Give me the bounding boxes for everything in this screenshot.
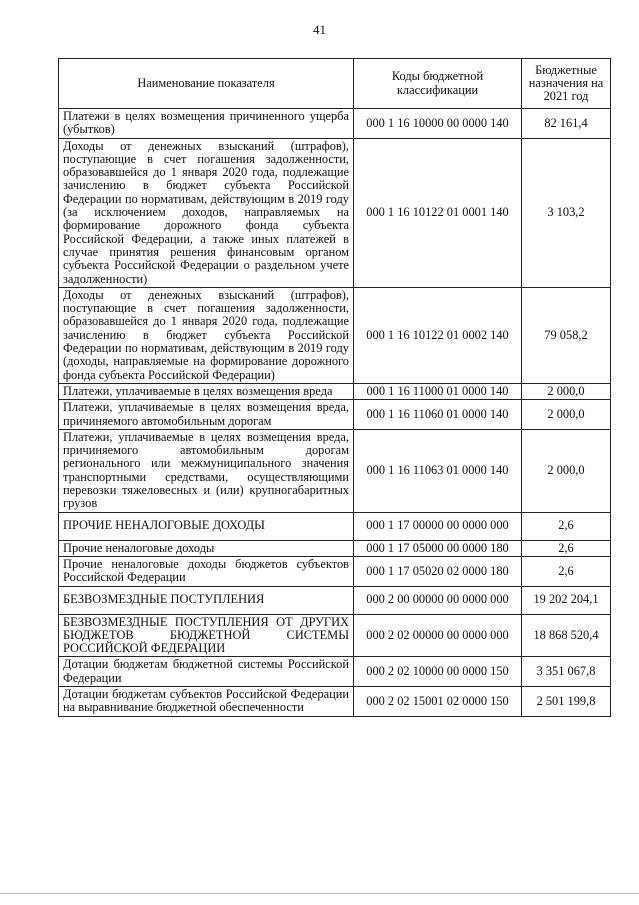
table-row xyxy=(59,512,611,540)
row-code: 000 2 02 15001 02 0000 150 xyxy=(354,686,522,716)
row-name: Доходы от денежных взысканий (штрафов), поступающие в счет погашения задолженности, образовавшейся до 1 января 2020 года, подлежащие зачислению в бюджет субъекта Российской Федерации по нормативам, действующим в 2019 году (за исключением доходов, направляемых на формирование дорожного фонда субъекта Российской Федерации, а также иных платежей в случае принятия решения финансовым органом субъекта Российской Федерации о раздельном учете задолженности) xyxy=(59,138,354,287)
row-code: 000 1 16 11060 01 0000 140 xyxy=(354,400,522,430)
row-amount: 2 501 199,8 xyxy=(522,686,611,716)
row-name: Платежи в целях возмещения причиненного ущерба (убытков) xyxy=(59,109,354,139)
table-row xyxy=(59,686,611,716)
row-code: 000 1 16 10000 00 0000 140 xyxy=(354,109,522,139)
row-amount: 3 351 067,8 xyxy=(522,657,611,687)
row-name: Доходы от денежных взысканий (штрафов), поступающие в счет погашения задолженности, образовавшейся до 1 января 2020 года, подлежащие зачислению в бюджет субъекта Российской Федерации по нормативам, действующим в 2019 году (доходы, направляемые на формирование дорожного фонда субъекта Российской Федерации) xyxy=(59,287,354,383)
table-row xyxy=(59,287,611,383)
row-amount: 18 868 520,4 xyxy=(522,614,611,657)
row-code: 000 1 16 10122 01 0001 140 xyxy=(354,138,522,287)
header-name: Наименование показателя xyxy=(59,59,354,109)
row-amount: 79 058,2 xyxy=(522,287,611,383)
row-amount: 2 000,0 xyxy=(522,383,611,399)
table-row xyxy=(59,614,611,657)
table-row xyxy=(59,657,611,687)
table-row xyxy=(59,109,611,139)
table-row xyxy=(59,138,611,287)
table-row xyxy=(59,540,611,556)
row-amount: 2,6 xyxy=(522,512,611,540)
row-amount: 2,6 xyxy=(522,540,611,556)
table-header-row xyxy=(59,59,611,109)
row-name: Платежи, уплачиваемые в целях возмещения вреда xyxy=(59,383,354,399)
page-bottom-rule xyxy=(0,893,639,894)
row-code: 000 1 17 05020 02 0000 180 xyxy=(354,556,522,586)
table-body xyxy=(59,109,611,717)
row-amount: 2 000,0 xyxy=(522,400,611,430)
row-code: 000 1 16 11063 01 0000 140 xyxy=(354,429,522,512)
budget-table xyxy=(58,58,611,717)
row-amount: 2,6 xyxy=(522,556,611,586)
row-code: 000 2 00 00000 00 0000 000 xyxy=(354,586,522,614)
table-row xyxy=(59,429,611,512)
table-row xyxy=(59,400,611,430)
row-amount: 3 103,2 xyxy=(522,138,611,287)
row-name: Дотации бюджетам бюджетной системы Российской Федерации xyxy=(59,657,354,687)
row-name: Платежи, уплачиваемые в целях возмещения вреда, причиняемого автомобильным дорогам регионального или межмуниципального значения транспортными средствами, осуществляющими перевозки тяжеловесных и (или) крупногабаритных грузов xyxy=(59,429,354,512)
row-code: 000 1 17 00000 00 0000 000 xyxy=(354,512,522,540)
row-code: 000 1 17 05000 00 0000 180 xyxy=(354,540,522,556)
row-amount: 2 000,0 xyxy=(522,429,611,512)
header-code: Коды бюджетной классификации xyxy=(354,59,522,109)
table-row xyxy=(59,586,611,614)
header-amount: Бюджетные назначения на 2021 год xyxy=(522,59,611,109)
row-amount: 82 161,4 xyxy=(522,109,611,139)
row-code: 000 1 16 11000 01 0000 140 xyxy=(354,383,522,399)
row-code: 000 2 02 00000 00 0000 000 xyxy=(354,614,522,657)
row-name: Прочие неналоговые доходы xyxy=(59,540,354,556)
row-code: 000 1 16 10122 01 0002 140 xyxy=(354,287,522,383)
row-code: 000 2 02 10000 00 0000 150 xyxy=(354,657,522,687)
row-name: Дотации бюджетам субъектов Российской Федерации на выравнивание бюджетной обеспеченности xyxy=(59,686,354,716)
row-name: БЕЗВОЗМЕЗДНЫЕ ПОСТУПЛЕНИЯ ОТ ДРУГИХ БЮДЖЕТОВ БЮДЖЕТНОЙ СИСТЕМЫ РОССИЙСКОЙ ФЕДЕРАЦИИ xyxy=(59,614,354,657)
row-name: БЕЗВОЗМЕЗДНЫЕ ПОСТУПЛЕНИЯ xyxy=(59,586,354,614)
row-amount: 19 202 204,1 xyxy=(522,586,611,614)
page-number: 41 xyxy=(313,22,326,37)
table-row xyxy=(59,556,611,586)
row-name: Прочие неналоговые доходы бюджетов субъектов Российской Федерации xyxy=(59,556,354,586)
row-name: ПРОЧИЕ НЕНАЛОГОВЫЕ ДОХОДЫ xyxy=(59,512,354,540)
table-row xyxy=(59,383,611,399)
row-name: Платежи, уплачиваемые в целях возмещения вреда, причиняемого автомобильным дорогам xyxy=(59,400,354,430)
